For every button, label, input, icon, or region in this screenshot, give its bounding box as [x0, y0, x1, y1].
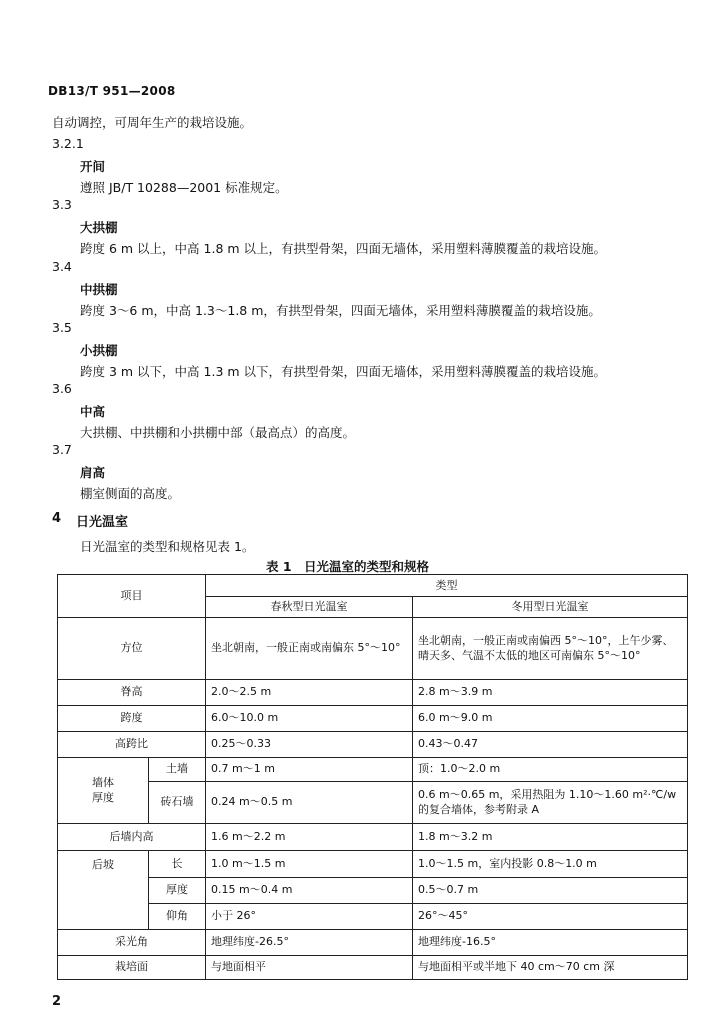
- table-row: [58, 823, 688, 850]
- cell-spring: 1.0 m～1.5 m: [206, 850, 413, 877]
- sub-label: 长: [149, 850, 206, 877]
- term-number: 3.3: [52, 197, 72, 212]
- table-row: [58, 877, 688, 903]
- term-number: 3.5: [52, 320, 72, 335]
- cell-spring: 2.0～2.5 m: [206, 679, 413, 705]
- cell-spring: 0.7 m～1 m: [206, 757, 413, 781]
- term-number: 3.6: [52, 381, 72, 396]
- term-definition: 大拱棚、中拱棚和小拱棚中部（最高点）的高度。: [80, 425, 356, 440]
- row-label: 脊高: [58, 679, 206, 705]
- term-name: 开间: [80, 159, 106, 174]
- cell-winter: 0.43～0.47: [413, 731, 688, 757]
- term-number: 3.4: [52, 259, 72, 274]
- cell-winter: 与地面相平或半地下 40 cm～70 cm 深: [413, 955, 688, 979]
- term-name: 肩高: [80, 465, 106, 480]
- table-row: [58, 757, 688, 781]
- section-paragraph: 日光温室的类型和规格见表 1。: [80, 539, 255, 554]
- term-name: 中拱棚: [80, 282, 118, 297]
- table-header-row: [58, 575, 688, 597]
- term-definition: 跨度 3～6 m，中高 1.3～1.8 m，有拱型骨架，四面无墙体，采用塑料薄膜覆盖的栽培设施。: [80, 303, 601, 318]
- row-label: 跨度: [58, 705, 206, 731]
- cell-spring: 坐北朝南，一般正南或南偏东 5°～10°: [206, 617, 413, 679]
- header-type: 类型: [206, 575, 688, 597]
- cell-spring: 0.15 m～0.4 m: [206, 877, 413, 903]
- table-row: [58, 850, 688, 877]
- table-row: [58, 705, 688, 731]
- table-row: [58, 929, 688, 955]
- term-name: 中高: [80, 404, 106, 419]
- table-caption: 表 1 日光温室的类型和规格: [266, 559, 430, 574]
- cell-winter: 坐北朝南，一般正南或南偏西 5°～10°，上午少雾、晴天多、气温不太低的地区可南偏东 5°～10°: [413, 617, 688, 679]
- row-label-wall: [58, 757, 149, 823]
- table-row: [58, 617, 688, 679]
- cell-winter: 0.6 m～0.65 m，采用热阻为 1.10～1.60 m²·℃/w 的复合墙体，参考附录 A: [413, 781, 688, 823]
- page-number: 2: [52, 994, 62, 1009]
- header-item: 项目: [58, 575, 206, 618]
- table-row: [58, 679, 688, 705]
- row-label: 方位: [58, 617, 206, 679]
- cell-winter: 顶：1.0～2.0 m: [413, 757, 688, 781]
- cell-spring: 1.6 m～2.2 m: [206, 823, 413, 850]
- term-definition: 棚室侧面的高度。: [80, 486, 181, 501]
- cell-spring: 与地面相平: [206, 955, 413, 979]
- cell-spring: 0.24 m～0.5 m: [206, 781, 413, 823]
- cell-spring: 6.0～10.0 m: [206, 705, 413, 731]
- section-number: 4: [52, 511, 62, 526]
- cell-winter: 26°～45°: [413, 903, 688, 929]
- intro-text: 自动调控，可周年生产的栽培设施。: [52, 115, 253, 130]
- sub-label: 砖石墙: [149, 781, 206, 823]
- term-name: 小拱棚: [80, 343, 118, 358]
- cell-winter: 2.8 m～3.9 m: [413, 679, 688, 705]
- section-title: 日光温室: [76, 515, 129, 530]
- cell-winter: 0.5～0.7 m: [413, 877, 688, 903]
- cell-spring: 小于 26°: [206, 903, 413, 929]
- document-code: DB13/T 951—2008: [48, 84, 176, 98]
- term-number: 3.7: [52, 442, 72, 457]
- row-label: 后坡: [58, 850, 149, 929]
- term-number: 3.2.1: [52, 136, 84, 151]
- cell-winter: 1.0～1.5 m，室内投影 0.8～1.0 m: [413, 850, 688, 877]
- spec-table: [57, 574, 688, 980]
- row-label: 采光角: [58, 929, 206, 955]
- wall-label-line2: 厚度: [92, 791, 114, 805]
- row-label: 高跨比: [58, 731, 206, 757]
- cell-winter: 6.0 m～9.0 m: [413, 705, 688, 731]
- term-definition: 遵照 JB/T 10288—2001 标准规定。: [80, 180, 288, 195]
- table-row: [58, 731, 688, 757]
- row-label: 后墙内高: [58, 823, 206, 850]
- cell-spring: 0.25～0.33: [206, 731, 413, 757]
- table-row: [58, 955, 688, 979]
- row-label: 栽培面: [58, 955, 206, 979]
- table-row: [58, 903, 688, 929]
- sub-label: 土墙: [149, 757, 206, 781]
- cell-spring: 地理纬度-26.5°: [206, 929, 413, 955]
- header-winter: 冬用型日光温室: [413, 597, 688, 618]
- wall-label-line1: 墙体: [92, 775, 114, 789]
- sub-label: 仰角: [149, 903, 206, 929]
- header-spring: 春秋型日光温室: [206, 597, 413, 618]
- cell-winter: 地理纬度-16.5°: [413, 929, 688, 955]
- table-row: [58, 781, 688, 823]
- term-name: 大拱棚: [80, 220, 118, 235]
- term-definition: 跨度 6 m 以上，中高 1.8 m 以上，有拱型骨架，四面无墙体，采用塑料薄膜覆盖的栽培设施。: [80, 241, 607, 256]
- sub-label: 厚度: [149, 877, 206, 903]
- term-definition: 跨度 3 m 以下，中高 1.3 m 以下，有拱型骨架，四面无墙体，采用塑料薄膜覆盖的栽培设施。: [80, 364, 607, 379]
- cell-winter: 1.8 m～3.2 m: [413, 823, 688, 850]
